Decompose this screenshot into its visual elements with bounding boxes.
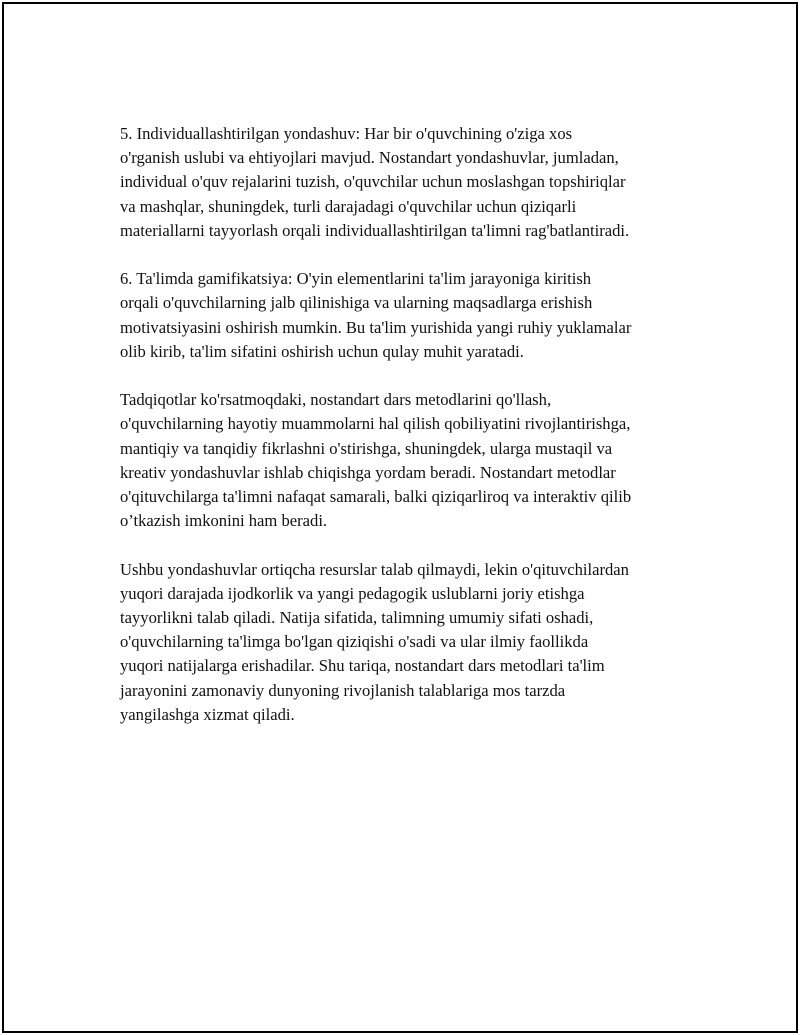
paragraph-conclusion: Ushbu yondashuvlar ortiqcha resurslar talab qilmaydi, lekin o'qituvchilardan yuqori darajada ijodkorlik va yangi pedagogik uslublarni joriy etishga tayyorlikni talab qiladi. Natija sifatida, talimning umumiy sifati oshadi, o'quvchilarning ta'limga bo'lgan qiziqishi o'sadi va ular ilmiy faollikda yuqori natijalarga erishadilar. Shu tariqa, nostandart dars metodlari ta'lim jarayonini zamonaviy dunyoning rivojlanish talablariga mos tarzda yangilashga xizmat qiladi. [120,559,629,724]
document-page [2,2,798,1033]
paragraph-research-findings: Tadqiqotlar ko'rsatmoqdaki, nostandart dars metodlarini qo'llash, o'quvchilarning hayotiy muammolarni hal qilish qobiliyatini rivojlantirishga, mantiqiy va tanqidiy fikrlashni o'stirishga, shuningdek, ularga mustaqil va kreativ yondashuvlar ishlab chiqishga yordam beradi. Nostandart metodlar o'qituvchilarga ta'limni nafaqat samarali, balki qiziqarliroq va interaktiv qilib o’tkazish imkonini ham beradi. [120,390,632,531]
paragraph-gamification: 6. Ta'limda gamifikatsiya: O'yin elementlarini ta'lim jarayoniga kiritish orqali o'quvchilarning jalb qilinishiga va ularning maqsadlarga erishish motivatsiyasini oshirish mumkin. Bu ta'lim yurishida yangi ruhiy yuklamalar olib kirib, ta'lim sifatini oshirish uchun qulay muhit yaratadi. [120,269,632,361]
paragraph-individualization: 5. Individuallashtirilgan yondashuv: Har bir o'quvchining o'ziga xos o'rganish uslubi va ehtiyojlari mavjud. Nostandart yondashuvlar, jumladan, individual o'quv rejalarini tuzish, o'quvchilar uchun moslashgan topshiriqlar va mashqlar, shuningdek, turli darajadagi o'quvchilar uchun qiziqarli materiallarni tayyorlash orqali individuallashtirilgan ta'limni rag'batlantiradi. [120,124,630,240]
document-body [120,122,700,751]
